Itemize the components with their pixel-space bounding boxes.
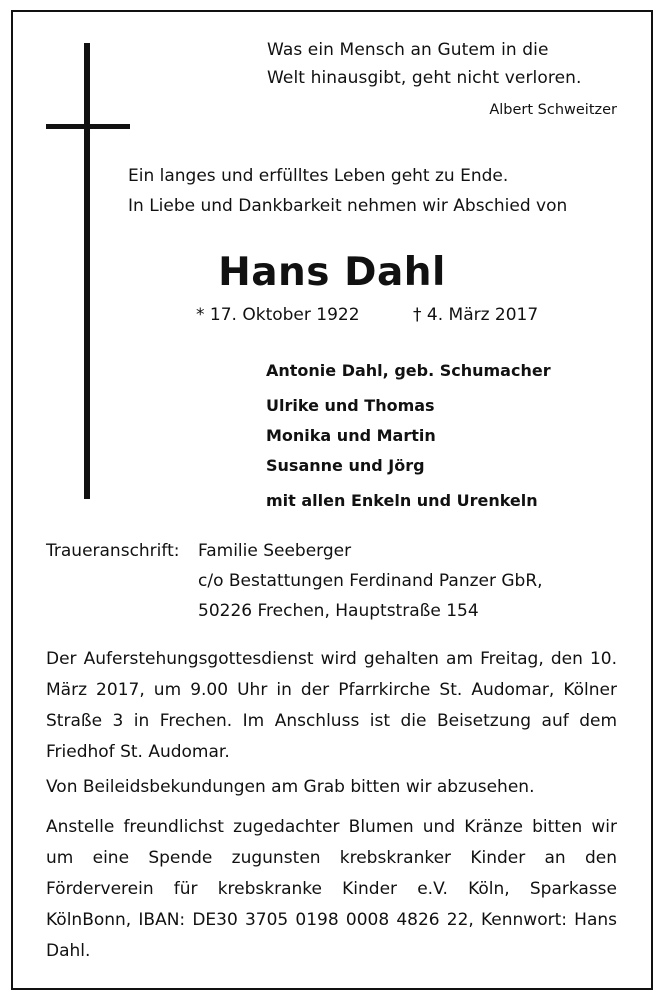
family-member: mit allen Enkeln und Urenkeln: [266, 491, 538, 510]
family-list: [266, 356, 551, 516]
family-member: Ulrike und Thomas: [266, 396, 435, 415]
address-line: 50226 Frechen, Hauptstraße 154: [198, 601, 479, 621]
intro-line: Ein langes und erfülltes Leben geht zu Ende.: [128, 166, 509, 186]
deceased-name: Hans Dahl: [218, 250, 446, 295]
death-date: † 4. März 2017: [413, 305, 539, 325]
family-member: Susanne und Jörg: [266, 456, 425, 475]
address-line: Familie Seeberger: [198, 541, 352, 561]
quote-author: Albert Schweitzer: [489, 102, 617, 118]
quote-line: Was ein Mensch an Gutem in die: [267, 40, 549, 60]
service-paragraph: Der Auferstehungsgottesdienst wird gehalten am Freitag, den 10. März 2017, um 9.00 Uhr in der Pfarrkirche St. Audomar, Kölner Straße 3 in Frechen. Im Anschluss ist die Beisetzung auf dem Friedhof St. Audomar.: [46, 649, 617, 762]
family-member: Monika und Martin: [266, 426, 436, 445]
donation-paragraph: Anstelle freundlichst zugedachter Blumen und Kränze bitten wir um eine Spende zugunsten krebskranker Kinder an den Förderverein für krebskranke Kinder e.V. Köln, Sparkasse KölnBonn, IBAN: DE30 3705 0198 0008 4826 22, Kennwort: Hans Dahl.: [46, 817, 617, 961]
condolences-paragraph: Von Beileidsbekundungen am Grab bitten wir abzusehen.: [46, 777, 535, 797]
quote: [267, 36, 627, 92]
address-line: c/o Bestattungen Ferdinand Panzer GbR,: [198, 571, 543, 591]
family-member: Antonie Dahl, geb. Schumacher: [266, 361, 551, 380]
cross-icon-crossbar: [46, 124, 130, 129]
address-label: Traueranschrift:: [46, 541, 180, 561]
birth-date: * 17. Oktober 1922: [196, 305, 360, 325]
intro-line: In Liebe und Dankbarkeit nehmen wir Abschied von: [128, 196, 568, 216]
quote-line: Welt hinausgibt, geht nicht verloren.: [267, 68, 582, 88]
intro-text: [128, 161, 628, 221]
address-lines: [198, 536, 543, 626]
